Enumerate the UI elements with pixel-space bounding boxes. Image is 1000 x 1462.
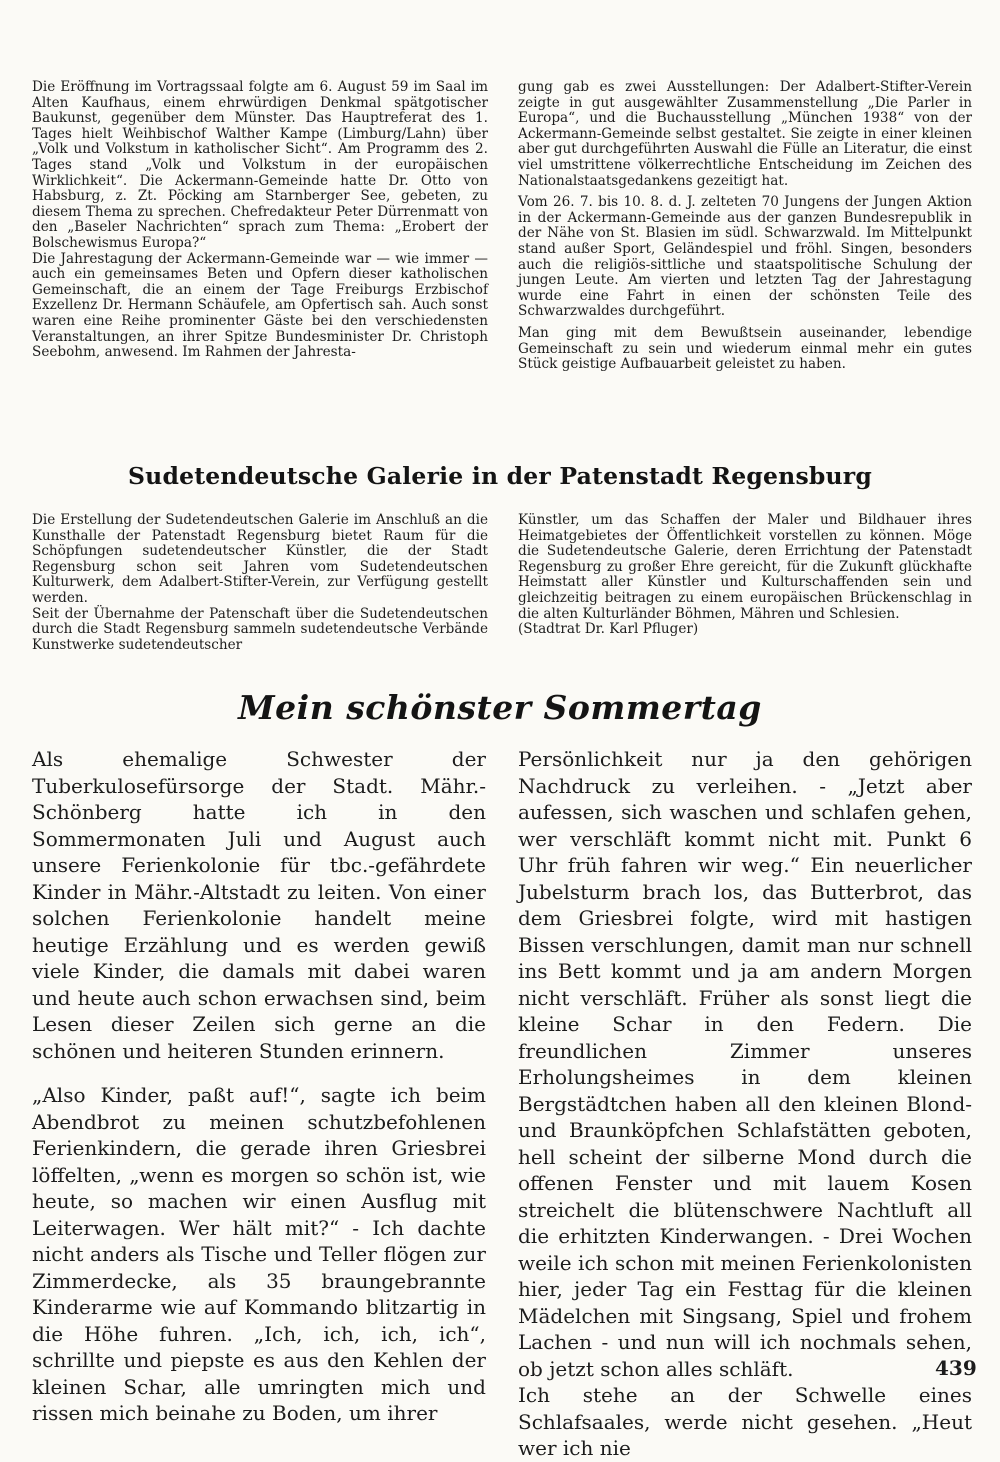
story-column-right xyxy=(518,746,972,1462)
report-column-left xyxy=(32,80,488,361)
story-title: Mein schönster Sommertag xyxy=(238,688,762,727)
report-paragraph: Die Jahrestagung der Ackermann-Gemeinde war — wie immer — auch ein gemeinsames Beten und Opfern dieser katholischen Gemeinschaft, die an einem der Tage Freiburgs Erzbischof Exzellenz Dr. Hermann Schäufele, am Opfertisch sah. Auch sonst waren eine Reihe prominenter Gäste bei den verschiedensten Veranstaltungen, an ihrer Spitze Bundesminister Dr. Christoph Seebohm, anwesend. Im Rahmen der Jahresta- xyxy=(32,250,488,361)
page-number: 439 xyxy=(935,1356,977,1380)
gallery-article-title: Sudetendeutsche Galerie in der Patenstadt Regensburg xyxy=(127,462,873,490)
gallery-signature: (Stadtrat Dr. Karl Pfluger) xyxy=(518,621,699,638)
gallery-paragraph: Die Erstellung der Sudetendeutschen Galerie im Anschluß an die Kunsthalle der Patenstadt Regensburg bietet Raum für die Schöpfungen sudetendeutscher Künstler, die der Stadt Regensburg schon seit Jahren vom Sudetendeutschen Kulturwerk, dem Adalbert-Stifter-Verein, zur Verfügung gestellt werden. xyxy=(32,512,488,606)
story-paragraph: Als ehemalige Schwester der Tuberkulosefürsorge der Stadt. Mähr.-Schönberg hatte ich in den Sommermonaten Juli und August auch unsere Ferienkolonie für tbc.-gefährdete Kinder in Mähr.-Altstadt zu leiten. Von einer solchen Ferienkolonie handelt meine heutige Erzählung und es werden gewiß viele Kinder, die damals mit dabei waren und heute auch schon erwachsen sind, beim Lesen dieser Zeilen sich gerne an die schönen und heiteren Stunden erinnern. xyxy=(32,747,486,1063)
report-paragraph: Vom 26. 7. bis 10. 8. d. J. zelteten 70 Jungens der Jungen Aktion in der Ackermann-Gemeinde aus der ganzen Bundesrepublik in der Nähe von St. Blasien im südl. Schwarzwald. Im Mittelpunkt stand außer Sport, Geländespiel und fröhl. Singen, besonders auch die religiös-sittliche und staatspolitische Schulung der jungen Leute. Am vierten und letzten Tag der Jahrestagung wurde eine Fahrt in einen der schönsten Teile des Schwarzwaldes durchgeführt. xyxy=(518,194,972,320)
story-paragraph: „Also Kinder, paßt auf!“, sagte ich beim Abendbrot zu meinen schutzbefohlenen Ferienkindern, die gerade ihren Griesbrei löffelten, „wenn es morgen so schön ist, wie heute, so machen wir einen Ausflug mit Leiterwagen. Wer hält mit?“ - Ich dachte nicht anders als Tische und Teller flögen zur Zimmerdecke, als 35 braungebrannte Kinderarme wie auf Kommando blitzartig in die Höhe fuhren. „Ich, ich, ich, ich“, schrillte und piepste es aus den Kehlen der kleinen Schar, alle umringten mich und rissen mich beinahe zu Boden, um ihrer xyxy=(32,1083,486,1425)
report-column-right xyxy=(518,80,972,373)
gallery-paragraph: Künstler, um das Schaffen der Maler und Bildhauer ihres Heimatgebietes der Öffentlichkeit vorstellen zu können. Möge die Sudetendeutsche Galerie, deren Errichtung der Patenstadt Regensburg zu großer Ehre gereicht, für die Zukunft glückhafte Heimstatt aller Künstler und Kulturschaffenden sein und gleichzeitig beitragen zu einem europäischen Brückenschlag in die alten Kulturländer Böhmen, Mähren und Schlesien. xyxy=(518,512,972,622)
gallery-paragraph: Seit der Übernahme der Patenschaft über die Sudetendeutschen durch die Stadt Regensburg sammeln sudetendeutsche Verbände Kunstwerke sudetendeutscher xyxy=(32,605,488,653)
story-paragraph: Persönlichkeit nur ja den gehörigen Nachdruck zu verleihen. - „Jetzt aber aufessen, sich waschen und schlafen gehen, wer verschläft kommt nicht mit. Punkt 6 Uhr früh fahren wir weg.“ Ein neuerlicher Jubelsturm brach los, das Butterbrot, das dem Griesbrei folgte, wird mit hastigen Bissen verschlungen, damit man nur schnell ins Bett kommt und ja am andern Morgen nicht verschläft. Früher als sonst liegt die kleine Schar in den Federn. Die freundlichen Zimmer unseres Erholungsheimes in dem kleinen Bergstädtchen haben all den kleinen Blond- und Braunköpfchen Schlafstätten geboten, hell scheint der silberne Mond durch die offenen Fenster und mit lauem Kosen streichelt die blütenschwere Nachtluft all die erhitzten Kinderwangen. - Drei Wochen weile ich schon mit meinen Ferienkolonisten hier, jeder Tag ein Festtag für die kleinen Mädelchen mit Singsang, Spiel und frohem Lachen - und nun will ich nochmals sehen, ob jetzt schon alles schläft. xyxy=(518,747,972,1381)
report-paragraph: Die Eröffnung im Vortragssaal folgte am 6. August 59 im Saal im Alten Kaufhaus, einem ehrwürdigen Denkmal spätgotischer Baukunst, gegenüber dem Münster. Das Hauptreferat des 1. Tages hielt Weihbischof Walther Kampe (Limburg/Lahn) über „Volk und Volkstum in katholischer Sicht“. Am Programm des 2. Tages stand „Volk und Volkstum in der europäischen Wirklichkeit“. Die Ackermann-Gemeinde hatte Dr. Otto von Habsburg, z. Zt. Pöcking am Starnberger See, gebeten, zu diesem Thema zu sprechen. Chefredakteur Peter Dürrenmatt von den „Baseler Nachrichten“ sprach zum Thema: „Erobert der Bolschewismus Europa?“ xyxy=(32,79,488,251)
report-paragraph: Man ging mit dem Bewußtsein auseinander, lebendige Gemeinschaft zu sein und wiederum einmal mehr ein gutes Stück geistige Aufbauarbeit geleistet zu haben. xyxy=(518,324,972,373)
story-paragraph: Ich stehe an der Schwelle eines Schlafsaales, werde nicht gesehen. „Heut wer ich nie xyxy=(518,1383,972,1460)
gallery-column-right xyxy=(518,513,972,638)
gallery-column-left xyxy=(32,513,488,653)
story-column-left xyxy=(32,746,486,1427)
report-paragraph: gung gab es zwei Ausstellungen: Der Adalbert-Stifter-Verein zeigte in gut ausgewählter Zusammenstellung „Die Parler in Europa“, und die Buchausstellung „München 1938“ von der Ackermann-Gemeinde selbst gestaltet. Sie zeigte in einer kleinen aber gut durchgeführten Auswahl die Fülle an Literatur, die einst viel umstrittene völkerrechtliche Entscheidung im Zeichen des Nationalstaatsgedankens gezeitigt hat. xyxy=(518,79,972,189)
